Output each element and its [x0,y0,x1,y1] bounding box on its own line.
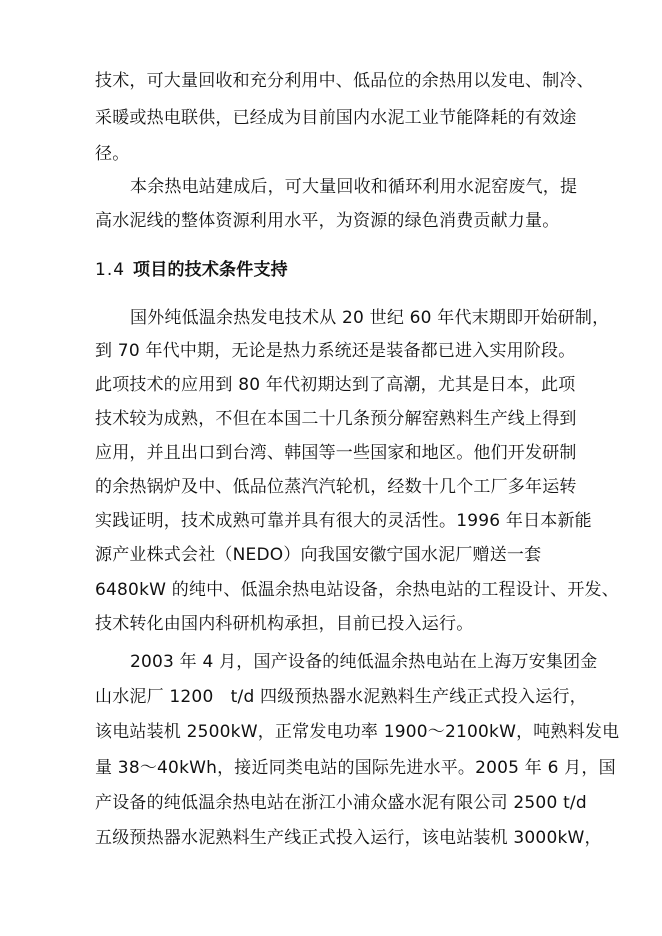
paragraph-line: 6480kW 的纯中、低温余热电站设备，余热电站的工程设计、开发、 [95,580,619,600]
paragraph-line: 此项技术的应用到 80 年代初期达到了高潮，尤其是日本，此项 [95,375,576,395]
paragraph-line: 五级预热器水泥熟料生产线正式投入运行，该电站装机 3000kW， [95,828,602,848]
paragraph-line: 的余热锅炉及中、低品位蒸汽汽轮机，经数十几个工厂多年运转 [95,477,577,497]
paragraph-line: 国外纯低温余热发电技术从 20 世纪 60 年代末期即开始研制， [130,308,610,328]
paragraph-line: 实践证明，技术成熟可靠并具有很大的灵活性。1996 年日本新能 [95,511,592,531]
paragraph-line: 技术转化由国内科研机构承担，目前已投入运行。 [95,614,474,634]
paragraph-line: 高水泥线的整体资源利用水平，为资源的绿色消费贡献力量。 [95,211,560,231]
paragraph-line: 径。 [95,144,130,164]
paragraph-line: 产设备的纯低温余热电站在浙江小浦众盛水泥有限公司 2500 t/d [95,793,587,813]
section-heading [95,260,288,280]
paragraph-line: 量 38～40kWh，接近同类电站的国际先进水平。2005 年 6 月，国 [95,758,616,778]
paragraph-line: 应用，并且出口到台湾、韩国等一些国家和地区。他们开发研制 [95,443,577,463]
paragraph-line: 技术较为成熟，不但在本国二十几条预分解窑熟料生产线上得到 [95,409,577,429]
section-number: 1.4 [95,260,126,280]
paragraph-line: 采暖或热电联供，已经成为目前国内水泥工业节能降耗的有效途 [95,108,577,128]
paragraph-line: 技术，可大量回收和充分利用中、低品位的余热用以发电、制冷、 [95,71,594,91]
paragraph-line: 本余热电站建成后，可大量回收和循环利用水泥窑废气，提 [130,177,578,197]
paragraph-line: 2003 年 4 月，国产设备的纯低温余热电站在上海万安集团金 [130,652,598,672]
paragraph-line: 源产业株式会社（NEDO）向我国安徽宁国水泥厂赠送一套 [95,545,542,565]
paragraph-line: 山水泥厂 1200 t/d 四级预热器水泥熟料生产线正式投入运行， [95,687,587,707]
paragraph-line: 该电站装机 2500kW，正常发电功率 1900～2100kW，吨熟料发电 [95,722,620,742]
paragraph-line: 到 70 年代中期，无论是热力系统还是装备都已进入实用阶段。 [95,341,576,361]
section-title: 项目的技术条件支持 [133,260,288,280]
